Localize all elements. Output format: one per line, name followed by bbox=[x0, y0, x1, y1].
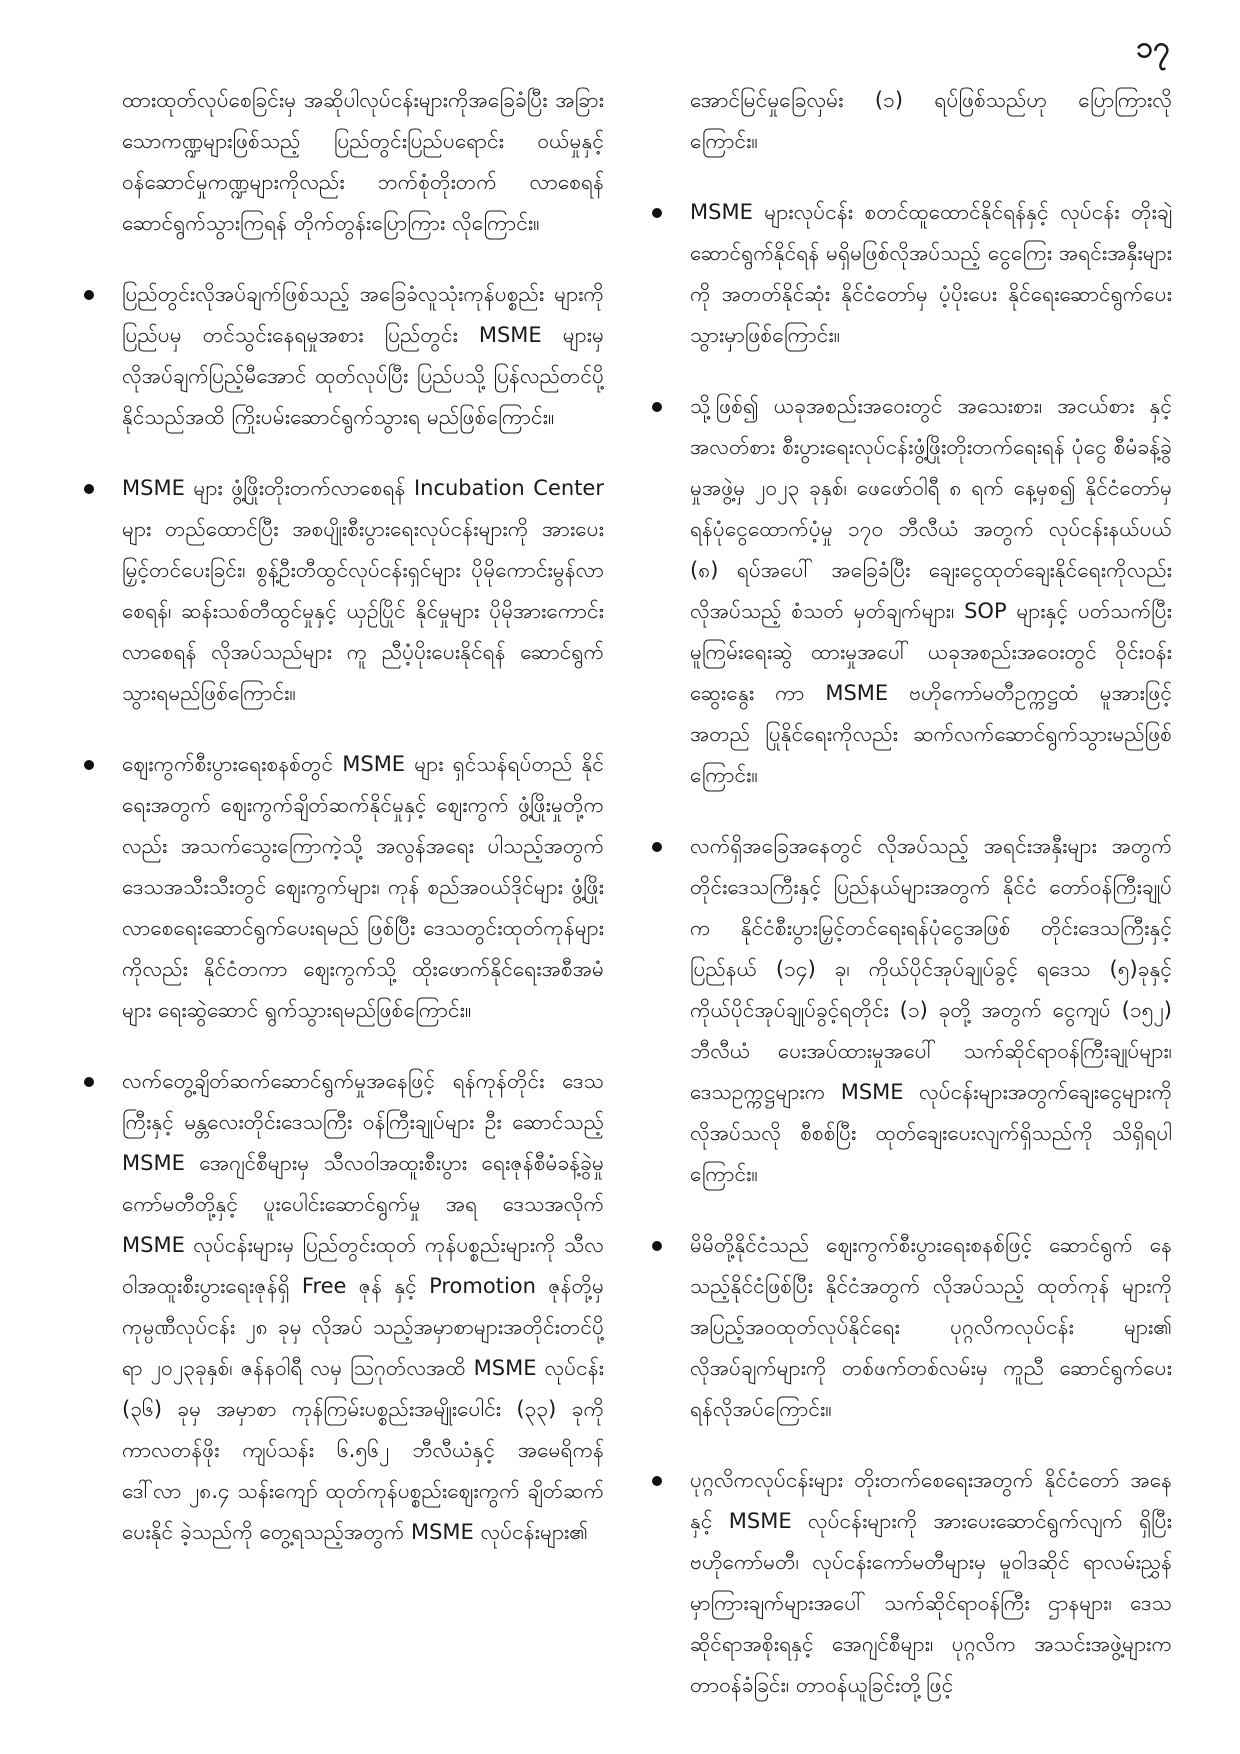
paragraph-continuation: အောင်မြင်မှုခြေလှမ်း (၁) ရပ်ဖြစ်သည်ဟု ပြောကြားလို ကြောင်း။ bbox=[690, 88, 1172, 153]
paragraph-continuation: ထားထုတ်လုပ်စေခြင်းမှ အဆိုပါလုပ်ငန်းများကိုအခြေခံပြီး အခြားသောကဏ္ဍများဖြစ်သည့် ပြည်တွင်းပြည်ပရောင်း ဝယ်မှုနှင့် ဝန်ဆောင်မှုကဏ္ဍများကိုလည်း ဘက်စုံတိုးတက် လာစေရန် ဆောင်ရွက်သွားကြရန် တိုက်တွန်းပြောကြား လိုကြောင်း။ bbox=[122, 88, 604, 235]
bullet-paragraph: လက်ရှိအခြေအနေတွင် လိုအပ်သည့် အရင်းအနှီးများ အတွက် တိုင်းဒေသကြီးနှင့် ပြည်နယ်များအတွက် နိုင်ငံ တော်ဝန်ကြီးချုပ်က နိုင်ငံစီးပွားမြှင့်တင်ရေးရန်ပုံငွေအဖြစ် တိုင်းဒေသကြီးနှင့် ပြည်နယ် (၁၄) ခု၊ ကိုယ်ပိုင်အုပ်ချုပ်ခွင့် ရဒေသ (၅)ခုနှင့် ကိုယ်ပိုင်အုပ်ချုပ်ခွင့်ရတိုင်း (၁) ခုတို့ အတွက် ငွေကျပ် (၁၅၂) ဘီလီယံ ပေးအပ်ထားမှုအပေါ် သက်ဆိုင်ရာဝန်ကြီးချုပ်များ၊ ဒေသဥက္ကဋ္ဌများက MSME လုပ်ငန်းများအတွက်ချေးငွေများကို လိုအပ်သလို စီစစ်ပြီး ထုတ်ချေးပေးလျက်ရှိသည်ကို သိရှိရပါကြောင်း။ bbox=[640, 826, 1172, 1195]
bullet-paragraph: လက်တွေ့ချိတ်ဆက်ဆောင်ရွက်မှုအနေဖြင့် ရန်ကုန်တိုင်း ဒေသကြီးနှင့် မန္တလေးတိုင်းဒေသကြီး ဝန်ကြီးချုပ်များ ဦး ဆောင်သည့် MSME အေဂျင်စီများမှ သီလဝါအထူးစီးပွား ရေးဇုန်စီမံခန့်ခွဲမှုကော်မတီတို့နှင့် ပူးပေါင်းဆောင်ရွက်မှု အရ ဒေသအလိုက် MSME လုပ်ငန်းများမှ ပြည်တွင်းထုတ် ကုန်ပစ္စည်းများကို သီလဝါအထူးစီးပွားရေးဇုန်ရှိ Free ဇုန် နှင့် Promotion ဇုန်တို့မှ ကုမ္ပဏီလုပ်ငန်း ၂၈ ခုမှ လိုအပ် သည့်အမှာစာများအတိုင်းတင်ပို့ရာ ၂၀၂၃ခုနှစ်၊ ဇန်နဝါရီ လမှ ဩဂုတ်လအထိ MSME လုပ်ငန်း (၃၆) ခုမှ အမှာစာ ကုန်ကြမ်းပစ္စည်းအမျိုးပေါင်း (၃၃) ခုကို ကာလတန်ဖိုး ကျပ်သန်း ၆.၅၆၂ ဘီလီယံနှင့် အမေရိကန် ဒေါ်လာ ၂၈.၄ သန်းကျော် ထုတ်ကုန်ပစ္စည်းဈေးကွက် ချိတ်ဆက်ပေးနိုင် ခဲ့သည်ကို တွေ့ရသည့်အတွက် MSME လုပ်ငန်းများ၏ bbox=[72, 1061, 604, 1553]
left-column bbox=[72, 80, 604, 1720]
page-number: ၁၇ bbox=[1136, 30, 1170, 65]
bullet-paragraph: ပြည်တွင်းလိုအပ်ချက်ဖြစ်သည့် အခြေခံလူသုံးကုန်ပစ္စည်း များကို ပြည်ပမှ တင်သွင်းနေရမှုအစား ပြည်တွင်း MSME များမှ လိုအပ်ချက်ပြည့်မီအောင် ထုတ်လုပ်ပြီး ပြည်ပသို့ ပြန်လည်တင်ပို့နိုင်သည်အထိ ကြိုးပမ်းဆောင်ရွက်သွားရ မည်ဖြစ်ကြောင်း။ bbox=[72, 274, 604, 438]
bullet-paragraph: မိမိတို့နိုင်ငံသည် ဈေးကွက်စီးပွားရေးစနစ်ဖြင့် ဆောင်ရွက် နေသည့်နိုင်ငံဖြစ်ပြီး နိုင်ငံအတွက် လိုအပ်သည့် ထုတ်ကုန် များကို အပြည့်အဝထုတ်လုပ်နိုင်ရေး ပုဂ္ဂလိကလုပ်ငန်း များ၏ လိုအပ်ချက်များကို တစ်ဖက်တစ်လမ်းမှ ကူညီ ဆောင်ရွက်ပေးရန်လိုအပ်ကြောင်း။ bbox=[640, 1225, 1172, 1430]
bullet-paragraph: ဈေးကွက်စီးပွားရေးစနစ်တွင် MSME များ ရှင်သန်ရပ်တည် နိုင်ရေးအတွက် ဈေးကွက်ချိတ်ဆက်နိုင်မှုနှင့် ဈေးကွက် ဖွံ့ဖြိုးမှုတို့ကလည်း အသက်သွေးကြောကဲ့သို့ အလွန်အရေး ပါသည့်အတွက် ဒေသအသီးသီးတွင် ဈေးကွက်များ၊ ကုန် စည်အဝယ်ဒိုင်များ ဖွံ့ဖြိုးလာစေရေးဆောင်ရွက်ပေးရမည် ဖြစ်ပြီး ဒေသတွင်းထုတ်ကုန်များကိုလည်း နိုင်ငံတကာ ဈေးကွက်သို့ ထိုးဖောက်နိုင်ရေးအစီအမံများ ရေးဆွဲဆောင် ရွက်သွားရမည်ဖြစ်ကြောင်း။ bbox=[72, 744, 604, 1031]
bullet-paragraph: သို့ဖြစ်၍ ယခုအစည်းအဝေးတွင် အသေးစား၊ အငယ်စား နှင့် အလတ်စား စီးပွားရေးလုပ်ငန်းဖွံ့ဖြိုးတိုးတက်ရေးရန် ပုံငွေ စီမံခန့်ခွဲမှုအဖွဲ့မှ ၂၀၂၃ ခုနှစ်၊ ဖေဖော်ဝါရီ ၈ ရက် နေ့မှစ၍ နိုင်ငံတော်မှ ရန်ပုံငွေထောက်ပံ့မှု ၁၇၀ ဘီလီယံ အတွက် လုပ်ငန်းနယ်ပယ် (၈) ရပ်အပေါ် အခြေခံပြီး ချေးငွေထုတ်ချေးနိုင်ရေးကိုလည်း လိုအပ်သည့် စံသတ် မှတ်ချက်များ၊ SOP များနှင့် ပတ်သက်ပြီး မူကြမ်းရေးဆွဲ ထားမှုအပေါ် ယခုအစည်းအဝေးတွင် ဝိုင်းဝန်းဆွေးနွေး ကာ MSME ဗဟိုကော်မတီဥက္ကဋ္ဌထံ မူအားဖြင့် အတည် ပြုနိုင်ရေးကိုလည်း ဆက်လက်ဆောင်ရွက်သွားမည်ဖြစ် ကြောင်း။ bbox=[640, 386, 1172, 796]
two-column-body bbox=[72, 80, 1172, 1720]
bullet-paragraph: ပုဂ္ဂလိကလုပ်ငန်းများ တိုးတက်စေရေးအတွက် နိုင်ငံတော် အနေနှင့် MSME လုပ်ငန်းများကို အားပေးဆောင်ရွက်လျက် ရှိပြီး ဗဟိုကော်မတီ၊ လုပ်ငန်းကော်မတီများမှ မူဝါဒဆိုင် ရာလမ်းညွှန်မှာကြားချက်များအပေါ် သက်ဆိုင်ရာဝန်ကြီး ဌာနများ၊ ဒေသဆိုင်ရာအစိုးရနှင့် အေဂျင်စီများ၊ ပုဂ္ဂလိက အသင်းအဖွဲ့များက တာဝန်ခံခြင်း၊ တာဝန်ယူခြင်းတို့ဖြင့် bbox=[640, 1460, 1172, 1706]
right-column bbox=[640, 80, 1172, 1720]
bullet-paragraph: MSME များလုပ်ငန်း စတင်ထူထောင်နိုင်ရန်နှင့် လုပ်ငန်း တိုးချဲ့ဆောင်ရွက်နိုင်ရန် မရှိမဖြစ်လိုအပ်သည့် ငွေကြေး အရင်းအနှီးများကို အတတ်နိုင်ဆုံး နိုင်ငံတော်မှ ပံ့ပိုးပေး နိုင်ရေးဆောင်ရွက်ပေးသွားမှာဖြစ်ကြောင်း။ bbox=[640, 192, 1172, 356]
bullet-paragraph: MSME များ ဖွံ့ဖြိုးတိုးတက်လာစေရန် Incubation Center များ တည်ထောင်ပြီး အစပျိုးစီးပွားရေးလုပ်ငန်းများကို အားပေးမြှင့်တင်ပေးခြင်း၊ စွန့်ဦးတီထွင်လုပ်ငန်းရှင်များ ပိုမိုကောင်းမွန်လာစေရန်၊ ဆန်းသစ်တီထွင်မှုနှင့် ယှဉ်ပြိုင် နိုင်မှုများ ပိုမိုအားကောင်းလာစေရန် လိုအပ်သည်များ ကူ ညီပံ့ပိုးပေးနိုင်ရန် ဆောင်ရွက်သွားရမည်ဖြစ်ကြောင်း။ bbox=[72, 468, 604, 714]
